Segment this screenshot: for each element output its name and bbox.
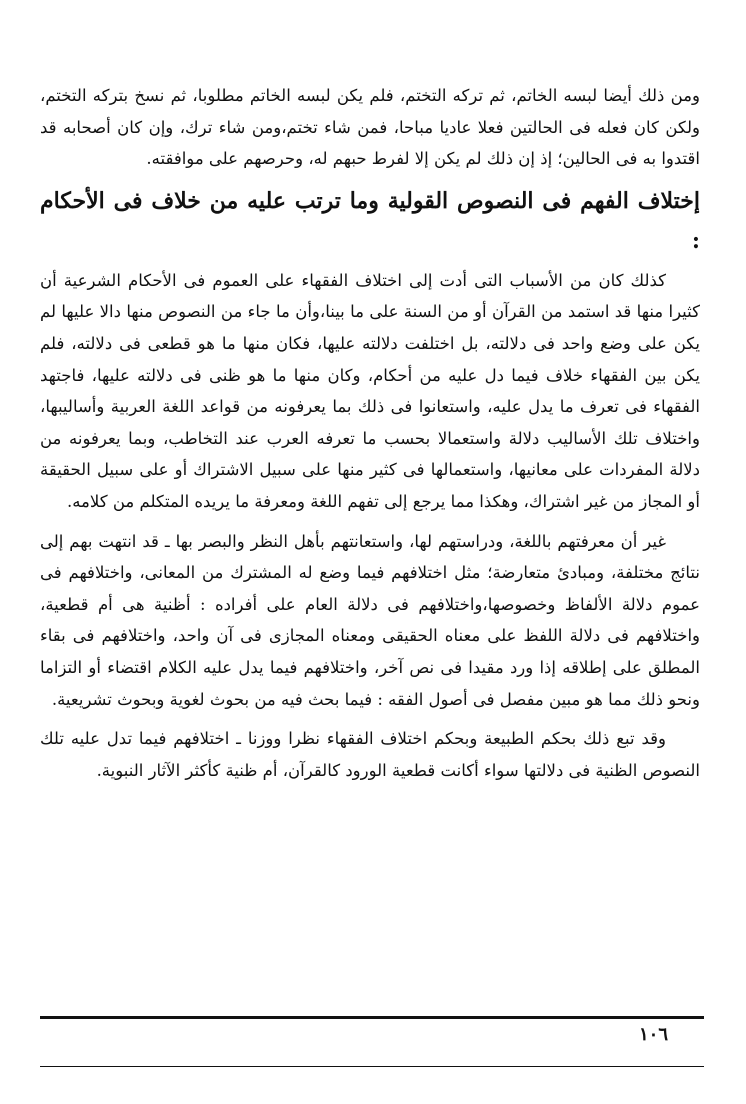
paragraph-gap (40, 715, 700, 723)
paragraph-language: غير أن معرفتهم باللغة، ودراستهم لها، واستعانتهم بأهل النظر والبصر بها ـ قد انتهت بهم إلى نتائج مختلفة، ومبادئ متعارضة؛ مثل اختلافهم فيما وضع له المشترك من المعانى، واختلافهم فى عموم دلالة الألفاظ وخصوصها،واختلافهم فى دلالة العام على أفراده : أظنية هى أم قطعية، واختلافهم فى دلالة اللفظ على معناه الحقيقى ومعناه المجازى فى آن واحد، واختلافهم فى بقاء المطلق على إطلاقه إذا ورد مقيدا فى نص آخر، واختلافهم فيما يدل عليه الكلام اقتضاء أو التزاما ونحو ذلك مما هو مبين مفصل فى أصول الفقه : فيما بحث فيه من بحوث لغوية وبحوث تشريعية. (40, 531, 700, 709)
page-text-block (40, 80, 700, 786)
paragraph-causes: كذلك كان من الأسباب التى أدت إلى اختلاف الفقهاء على العموم فى الأحكام الشرعية أن كثيرا منها قد استمد من القرآن أو من السنة على ما بينا،وأن ما جاء من النصوص منها دالا عليها لم يكن على وضع واحد فى دلالته، بل اختلفت دلالته عليها، فكان منها ما هو قطعى فى دلالته، فلم يكن بين الفقهاء خلاف فيما دل عليه من أحكام، وكان منها ما هو ظنى فى دلالته عليها، فاجتهد الفقهاء فى تعرف ما يدل عليه، واستعانوا فى ذلك بما يعرفونه من قواعد اللغة العربية وأساليبها، واختلاف تلك الأساليب دلالة واستعمالا بحسب ما تعرفه العرب عند التخاطب، وبما يعرفونه من دلالة المفردات على معانيها، واستعمالها فى كثير منها على سبيل الاشتراك أو على سبيل الحقيقة أو المجاز من غير اشتراك، وهكذا مما يرجع إلى تفهم اللغة ومعرفة ما يريده المتكلم من كلامه. (40, 270, 700, 511)
paragraph-gap (40, 518, 700, 526)
page-number: ١٠٦ (638, 1024, 668, 1045)
section-heading: إختلاف الفهم فى النصوص القولية وما ترتب عليه من خلاف فى الأحكام : (40, 187, 700, 254)
footer-rule-thin (40, 1066, 704, 1067)
footer-rule-thick (40, 1016, 704, 1019)
paragraph-consequence: وقد تبع ذلك بحكم الطبيعة وبحكم اختلاف الفقهاء نظرا ووزنا ـ اختلافهم فيما تدل عليه تلك النصوص الظنية فى دلالتها سواء أكانت قطعية الورود كالقرآن، أم ظنية كأكثر الآثار النبوية. (40, 729, 700, 780)
paragraph-khatam: ومن ذلك أيضا لبسه الخاتم، ثم تركه التختم، فلم يكن لبسه الخاتم مطلوبا، ثم نسخ بتركه التختم، ولكن كان فعله فى الحالتين فعلا عاديا مباحا، فمن شاء تختم،ومن شاء ترك، وإن كان أصحابه قد اقتدوا به فى الحالين؛ إذ إن ذلك لم يكن إلا لفرط حبهم له، وحرصهم على موافقته. (40, 86, 700, 169)
